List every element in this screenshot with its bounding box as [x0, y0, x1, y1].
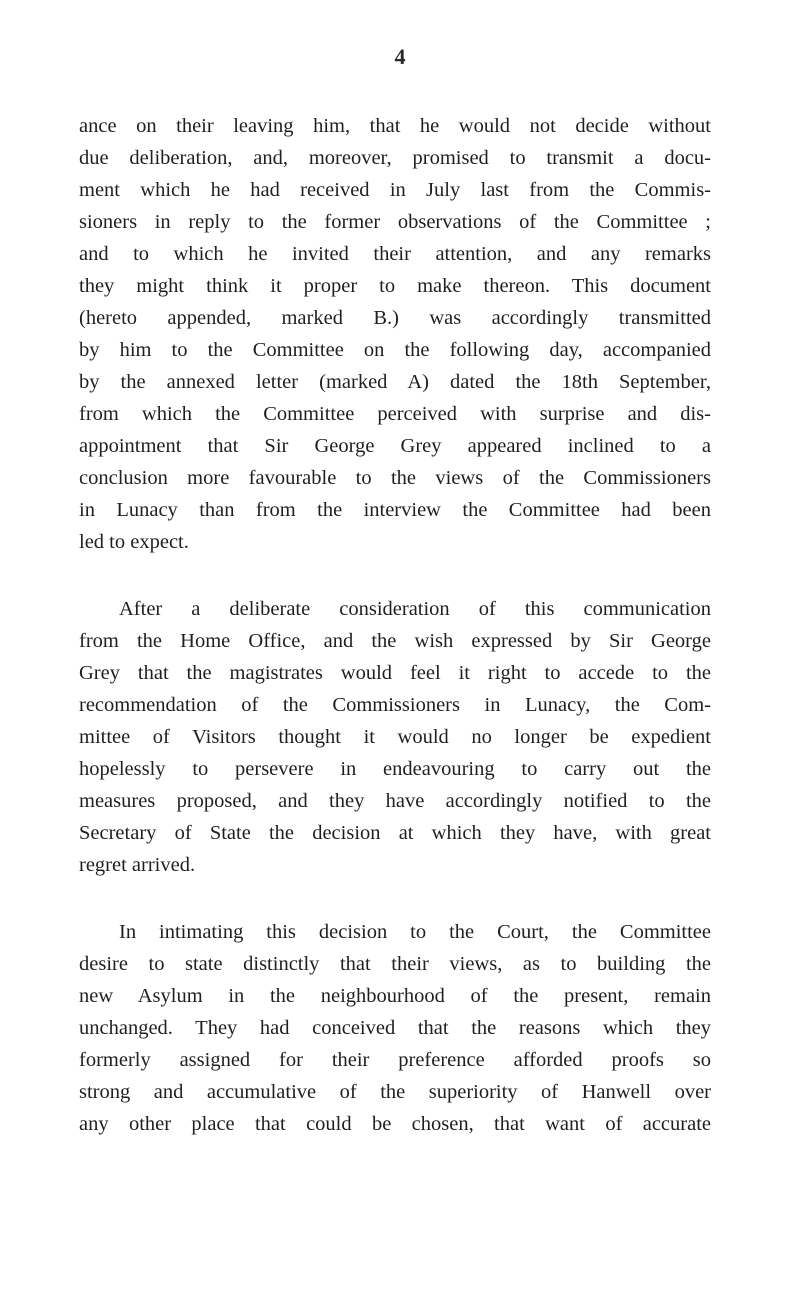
text-line: (hereto appended, marked B.) was accordingly transmitted — [79, 307, 711, 329]
text-line: any other place that could be chosen, that want of accurate — [79, 1113, 711, 1135]
text-line: unchanged. They had conceived that the reasons which they — [79, 1017, 711, 1039]
text-line: sioners in reply to the former observations of the Committee ; — [79, 211, 711, 233]
text-line: formerly assigned for their preference afforded proofs so — [79, 1049, 711, 1071]
text-line: Grey that the magistrates would feel it right to accede to the — [79, 662, 711, 684]
text-line: and to which he invited their attention, and any remarks — [79, 243, 711, 265]
text-line: due deliberation, and, moreover, promised to transmit a docu- — [79, 147, 711, 169]
text-line: Secretary of State the decision at which they have, with great — [79, 822, 711, 844]
text-line: After a deliberate consideration of this communication — [119, 598, 711, 620]
text-line: in Lunacy than from the interview the Committee had been — [79, 499, 711, 521]
text-line: recommendation of the Commissioners in Lunacy, the Com- — [79, 694, 711, 716]
text-line: appointment that Sir George Grey appeared inclined to a — [79, 435, 711, 457]
text-line: ment which he had received in July last from the Commis- — [79, 179, 711, 201]
text-line: by the annexed letter (marked A) dated the 18th September, — [79, 371, 711, 393]
page-number: 4 — [394, 44, 406, 69]
text-line: from which the Committee perceived with surprise and dis- — [79, 403, 711, 425]
text-line: In intimating this decision to the Court, the Committee — [119, 921, 711, 943]
text-line: conclusion more favourable to the views of the Commissioners — [79, 467, 711, 489]
text-line: hopelessly to persevere in endeavouring to carry out the — [79, 758, 711, 780]
text-line: ance on their leaving him, that he would not decide without — [79, 115, 711, 137]
text-line: by him to the Committee on the following day, accompanied — [79, 339, 711, 361]
text-line: desire to state distinctly that their views, as to building the — [79, 953, 711, 975]
text-line: mittee of Visitors thought it would no longer be expedient — [79, 726, 711, 748]
paragraph-3 — [79, 916, 711, 1140]
text-line: measures proposed, and they have accordingly notified to the — [79, 790, 711, 812]
text-line: strong and accumulative of the superiority of Hanwell over — [79, 1081, 711, 1103]
body-text — [79, 110, 711, 1175]
text-line: from the Home Office, and the wish expressed by Sir George — [79, 630, 711, 652]
paragraph-2 — [79, 593, 711, 881]
text-line: led to expect. — [79, 531, 189, 553]
text-line: they might think it proper to make thereon. This document — [79, 275, 711, 297]
text-line: new Asylum in the neighbourhood of the present, remain — [79, 985, 711, 1007]
text-line: regret arrived. — [79, 854, 196, 876]
paragraph-1 — [79, 110, 711, 558]
